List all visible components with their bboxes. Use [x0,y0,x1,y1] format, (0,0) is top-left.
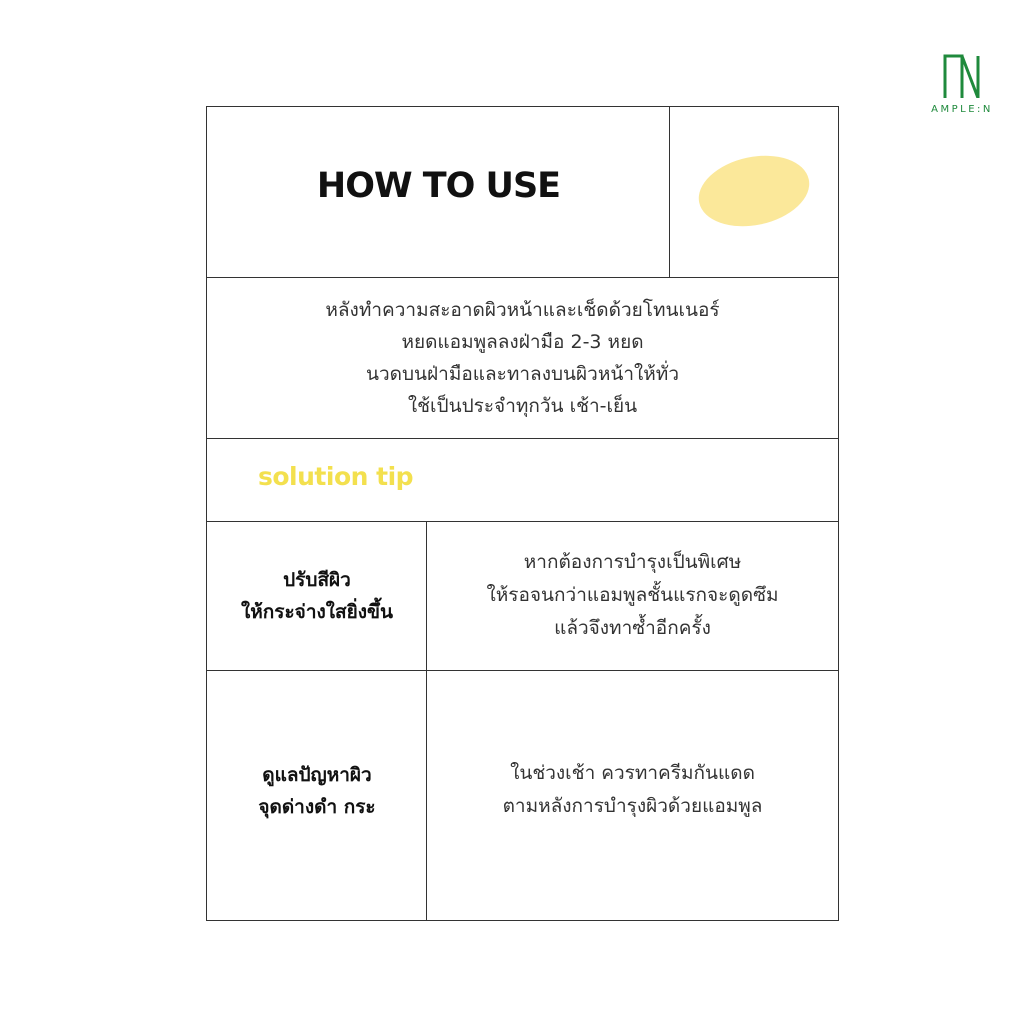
instruction-line: หยดแอมพูลลงฝ่ามือ 2-3 หยด [401,331,644,353]
ample-n-logo-icon [942,54,982,98]
usage-instructions [208,294,837,422]
row-divider-4 [206,670,838,671]
brand-name: AMPLE:N [931,104,993,115]
row-divider-3 [206,521,838,522]
concern-cell [208,759,426,823]
row-divider-1 [206,277,838,278]
brand-logo [918,54,1006,124]
advice-line: หากต้องการบำรุงเป็นพิเศษ [523,551,742,573]
advice-cell [428,757,837,823]
advice-line: ตามหลังการบำรุงผิวด้วยแอมพูล [502,795,763,817]
solution-tip-label: solution tip [258,462,414,491]
instruction-line: ใช้เป็นประจำทุกวัน เช้า-เย็น [407,395,638,417]
instruction-line: นวดบนฝ่ามือและทาลงบนผิวหน้าให้ทั่ว [365,363,680,385]
concern-line: ดูแลปัญหาผิว [262,764,372,786]
page-title: HOW TO USE [316,166,561,206]
table-column-divider [426,521,427,920]
advice-line: ให้รอจนกว่าแอมพูลชั้นแรกจะดูดซึม [486,584,779,606]
concern-line: จุดด่างดำ กระ [258,796,376,818]
concern-cell [208,564,426,628]
advice-line: ในช่วงเช้า ควรทาครีมกันแดด [510,762,755,784]
advice-line: แล้วจึงทาซ้ำอีกครั้ง [554,617,711,639]
concern-line: ปรับสีผิว [283,569,351,591]
instruction-line: หลังทำความสะอาดผิวหน้าและเช็ดด้วยโทนเนอร์ [325,299,720,321]
row-divider-2 [206,438,838,439]
advice-cell [428,546,837,645]
concern-line: ให้กระจ่างใสยิ่งขึ้น [240,601,394,623]
